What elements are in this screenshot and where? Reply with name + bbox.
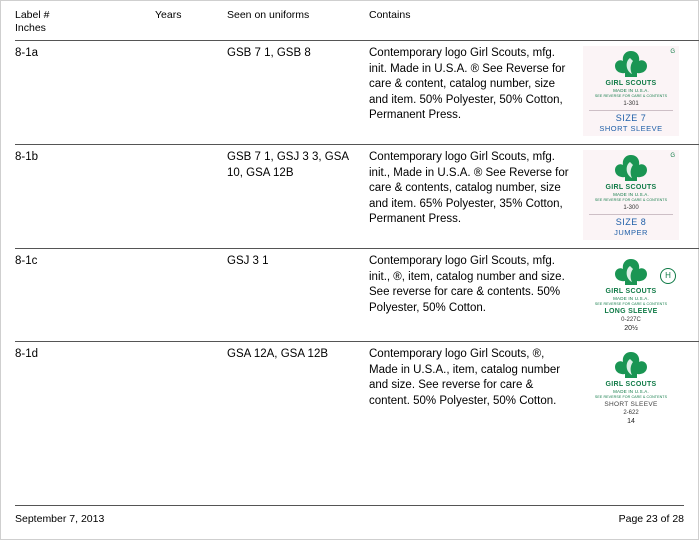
- header-years: Years: [155, 9, 182, 21]
- made-in-text: MADE IN U.S.A.: [613, 296, 649, 301]
- row-seen: GSJ 3 1: [227, 255, 269, 267]
- size-text: 14: [627, 418, 635, 425]
- corner-letter: H: [660, 268, 676, 284]
- uniform-label-photo: [583, 254, 679, 333]
- row-seen: GSB 7 1, GSB 8: [227, 47, 311, 59]
- row-contains: Contemporary logo Girl Scouts, ®, Made in U.S.A., item, catalog number and size. See reverse for care & content. 50% Polyester, 50% Cotton.: [369, 348, 561, 407]
- girl-scouts-trefoil-icon: [611, 153, 651, 183]
- row-image-cell: [577, 249, 699, 342]
- table-row: [15, 342, 699, 435]
- uniform-label-photo: [583, 150, 679, 240]
- brand-text: GIRL SCOUTS: [605, 381, 657, 388]
- reverse-text: SEE REVERSE FOR CARE & CONTENTS: [594, 395, 668, 399]
- divider: [589, 214, 673, 215]
- row-image-cell: [577, 41, 699, 145]
- size-text: 20½: [624, 325, 638, 332]
- header-image: [577, 7, 699, 41]
- size-text: SIZE 7: [615, 113, 647, 123]
- row-contains: Contemporary logo Girl Scouts, mfg. init. Made in U.S.A. ® See Reverse for care & content, catalog number, size and item. 50% Polyester, 50% Cotton, Permanent Press.: [369, 47, 566, 121]
- brand-text: GIRL SCOUTS: [605, 184, 657, 191]
- header-contains: Contains: [369, 9, 411, 21]
- row-contains: Contemporary logo Girl Scouts, mfg. init., Made in U.S.A. ® See Reverse for care & contents, catalog number, size and item. 65% Polyester, 35% Cotton, Permanent Press.: [369, 151, 569, 225]
- header-seen: Seen on uniforms: [227, 9, 310, 21]
- table-header-row: [15, 7, 699, 41]
- row-image-cell: [577, 342, 699, 435]
- page-footer: [15, 505, 684, 525]
- header-label-line2: Inches: [15, 21, 46, 34]
- header-label-cell: [15, 7, 155, 41]
- row-label: 8-1a: [15, 47, 39, 59]
- footer-page-number: Page 23 of 28: [618, 513, 684, 525]
- row-contains: Contemporary logo Girl Scouts, mfg. init., ®, item, catalog number and size. See reverse for care & contents. 50% Polyester, 50% Cotton.: [369, 255, 565, 314]
- row-label: 8-1b: [15, 151, 39, 163]
- footer-date: September 7, 2013: [15, 513, 105, 525]
- brand-text: GIRL SCOUTS: [605, 288, 657, 295]
- girl-scouts-trefoil-icon: [611, 350, 651, 380]
- divider: [589, 110, 673, 111]
- catalog-number: 0-227C: [621, 317, 641, 323]
- row-years: [155, 41, 227, 145]
- table-row: [15, 249, 699, 342]
- item-text: SHORT SLEEVE: [599, 124, 663, 133]
- corner-letter: G: [670, 49, 675, 55]
- header-label-line1: Label #: [15, 9, 50, 21]
- row-seen: GSA 12A, GSA 12B: [227, 348, 329, 360]
- row-years: [155, 145, 227, 249]
- label-reference-table: [15, 7, 699, 434]
- corner-letter: G: [670, 153, 675, 159]
- made-in-text: MADE IN U.S.A.: [613, 192, 649, 197]
- row-label: 8-1c: [15, 255, 38, 267]
- made-in-text: MADE IN U.S.A.: [613, 88, 649, 93]
- size-text: SIZE 8: [615, 217, 647, 227]
- reverse-text: SEE REVERSE FOR CARE & CONTENTS: [594, 94, 668, 98]
- catalog-number: 2-622: [623, 410, 639, 416]
- item-text: SHORT SLEEVE: [604, 401, 658, 408]
- catalog-number: 1-300: [623, 205, 639, 211]
- item-text: LONG SLEEVE: [604, 308, 658, 315]
- table-row: [15, 145, 699, 249]
- table-row: [15, 41, 699, 145]
- brand-text: GIRL SCOUTS: [605, 80, 657, 87]
- row-years: [155, 342, 227, 435]
- reverse-text: SEE REVERSE FOR CARE & CONTENTS: [594, 198, 668, 202]
- row-seen: GSB 7 1, GSJ 3 3, GSA 10, GSA 12B: [227, 151, 349, 179]
- item-text: JUMPER: [614, 228, 648, 237]
- uniform-label-photo: [583, 347, 679, 426]
- row-label: 8-1d: [15, 348, 39, 360]
- girl-scouts-trefoil-icon: [611, 257, 651, 287]
- reverse-text: SEE REVERSE FOR CARE & CONTENTS: [594, 302, 668, 306]
- row-image-cell: [577, 145, 699, 249]
- row-years: [155, 249, 227, 342]
- catalog-number: 1-301: [623, 101, 639, 107]
- girl-scouts-trefoil-icon: [611, 49, 651, 79]
- made-in-text: MADE IN U.S.A.: [613, 389, 649, 394]
- uniform-label-photo: [583, 46, 679, 136]
